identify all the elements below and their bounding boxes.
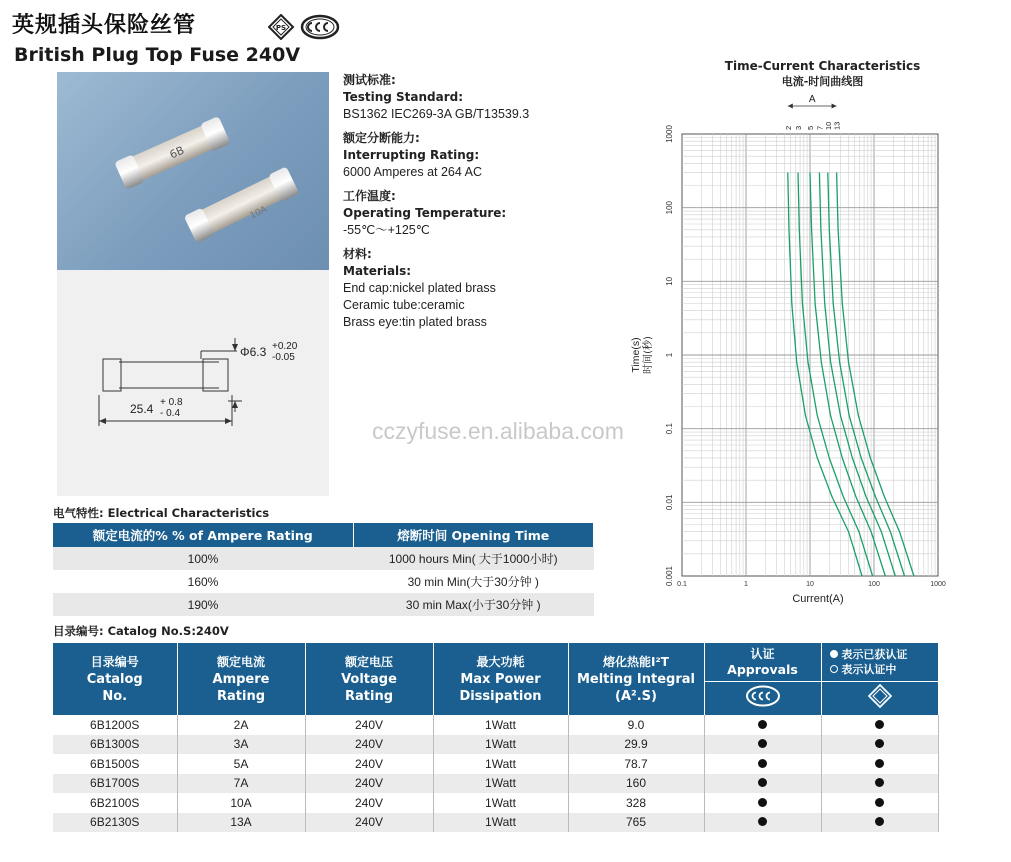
product-photo	[57, 72, 329, 270]
spec-materials	[343, 246, 496, 331]
cell-volt: 240V	[305, 715, 433, 735]
pse-mark-icon	[269, 15, 293, 39]
col-header-catalog: 目录编号 Catalog No.	[53, 643, 177, 715]
approved-dot-icon	[758, 798, 767, 807]
approved-dot-icon	[830, 650, 838, 658]
cell: 30 min Max(小于30分钟 )	[353, 593, 594, 616]
y-tick-label: 1	[665, 352, 674, 358]
x-tick-label: 1000	[930, 581, 946, 588]
table-row	[53, 547, 594, 570]
pse-approved-cell	[821, 715, 938, 735]
cell-no: 6B2130S	[53, 813, 177, 833]
electrical-table	[53, 523, 594, 616]
cell: 1000 hours Min( 大于1000小时)	[353, 547, 594, 570]
chart-subtitle: 电流-时间曲线图	[781, 75, 864, 88]
length-tol-plus: + 0.8	[160, 397, 183, 408]
catalog-title: 目录编号: Catalog No.S:240V	[53, 624, 229, 638]
x-tick-label: 0.1	[677, 581, 687, 588]
y-tick-label: 1000	[665, 125, 674, 143]
spec-cn-label: 测试标准:	[343, 73, 396, 87]
spec-en-label: Materials:	[343, 264, 412, 278]
y-tick-label: 0.001	[665, 565, 674, 587]
y-axis-label-cn: 时间(秒)	[643, 336, 654, 374]
approved-dot-icon	[758, 817, 767, 826]
length-label: 25.4	[130, 402, 154, 416]
col-header-ampere-pct: 额定电流的% % of Ampere Rating	[53, 523, 353, 547]
cell: 160%	[187, 574, 219, 589]
page-title-cn: 英规插头保险丝管	[12, 13, 197, 38]
spec-operating-temperature	[343, 188, 506, 239]
approved-dot-icon	[875, 739, 884, 748]
cell-i2t: 9.0	[568, 715, 704, 735]
cell-no: 6B1300S	[53, 735, 177, 755]
spec-en-label: Testing Standard:	[343, 90, 464, 104]
catalog-table	[53, 643, 939, 832]
x-tick-label: 10	[806, 581, 814, 588]
approved-dot-icon	[758, 739, 767, 748]
fuse-2	[184, 166, 302, 247]
table-row	[53, 593, 594, 616]
ccc-approved-cell	[704, 754, 821, 774]
approved-dot-icon	[758, 759, 767, 768]
approved-dot-icon	[875, 759, 884, 768]
cell-volt: 240V	[305, 754, 433, 774]
spec-value: Ceramic tube:ceramic	[343, 298, 465, 312]
table-row	[53, 570, 594, 593]
col-header-approvals: 认证 Approvals	[704, 643, 821, 681]
pse-approved-cell	[821, 735, 938, 755]
pse-approved-cell	[821, 813, 938, 833]
approved-dot-icon	[875, 798, 884, 807]
pse-approval-header	[821, 681, 938, 715]
cell-no: 6B2100S	[53, 793, 177, 813]
fuse-2-label: 10A	[248, 204, 269, 222]
cell-i2t: 160	[568, 774, 704, 794]
cell-power: 1Watt	[433, 754, 568, 774]
table-header-row	[53, 523, 594, 547]
approval-legend	[821, 643, 938, 681]
cell-i2t: 765	[568, 813, 704, 833]
cell-power: 1Watt	[433, 774, 568, 794]
col-header-opening-time: 熔断时间 Opening Time	[353, 523, 594, 547]
spec-en-label: Operating Temperature:	[343, 206, 507, 220]
curve-label: 5	[806, 125, 815, 130]
ccc-approved-cell	[704, 715, 821, 735]
cell-i2t: 328	[568, 793, 704, 813]
x-tick-label: 100	[868, 581, 880, 588]
fuse-1-label: 6B	[167, 143, 187, 162]
cell-amp: 10A	[177, 793, 305, 813]
spec-value: End cap:nickel plated brass	[343, 281, 496, 295]
fuse-1	[114, 116, 230, 190]
spec-value: 6000 Amperes at 264 AC	[343, 165, 482, 179]
cell-power: 1Watt	[433, 813, 568, 833]
cell-power: 1Watt	[433, 735, 568, 755]
cell-volt: 240V	[305, 774, 433, 794]
curve-label: 3	[794, 125, 804, 130]
x-tick-label: 1	[744, 581, 748, 588]
col-header-voltage: 额定电压 Voltage Rating	[305, 643, 433, 715]
diameter-tol-minus: -0.05	[272, 352, 295, 363]
dimension-diagram	[57, 270, 329, 496]
spec-value: Brass eye:tin plated brass	[343, 315, 487, 329]
cell-power: 1Watt	[433, 793, 568, 813]
cell: 190%	[53, 593, 353, 616]
y-tick-label: 0.1	[665, 423, 674, 435]
pse-approved-cell	[821, 774, 938, 794]
rating-axis-label: A	[808, 94, 816, 105]
table-row	[53, 715, 938, 735]
curve-label: 10	[823, 121, 833, 130]
time-current-chart	[630, 86, 950, 611]
curve-label: 7	[815, 125, 825, 130]
spec-cn-label: 材料:	[343, 247, 372, 261]
spec-value: -55℃～+125℃	[343, 223, 430, 237]
cell-volt: 240V	[305, 813, 433, 833]
chart-title: Time-Current Characteristics	[724, 59, 921, 73]
ccc-approved-cell	[704, 735, 821, 755]
length-tol-minus: - 0.4	[160, 408, 181, 419]
chart-grid	[682, 134, 938, 576]
svg-text:PS: PS	[275, 24, 287, 32]
cell-amp: 7A	[177, 774, 305, 794]
col-header-ampere: 额定电流 Ampere Rating	[177, 643, 305, 715]
cell: 100%	[53, 547, 353, 570]
diameter-tol-plus: +0.20	[272, 341, 298, 352]
pse-mark-icon	[868, 684, 892, 708]
cell-i2t: 29.9	[568, 735, 704, 755]
table-row	[53, 735, 938, 755]
certification-logos	[268, 14, 340, 44]
curve-label: 13	[832, 121, 842, 130]
col-header-power: 最大功耗 Max Power Dissipation	[433, 643, 568, 715]
ccc-mark-icon	[302, 16, 338, 38]
cell-power: 1Watt	[433, 715, 568, 735]
x-axis-label: Current(A)	[792, 593, 844, 605]
legend-approved: 表示已获认证	[841, 647, 908, 661]
pse-approved-cell	[821, 754, 938, 774]
legend-pending: 表示认证中	[841, 662, 897, 676]
spec-testing-standard	[343, 72, 529, 123]
watermark: cczyfuse.en.alibaba.com	[372, 418, 624, 444]
y-axis-label: Time(s)	[630, 337, 642, 373]
ccc-approved-cell	[704, 774, 821, 794]
cell-amp: 2A	[177, 715, 305, 735]
rating-arrow-right	[832, 104, 837, 109]
approved-dot-icon	[875, 720, 884, 729]
rating-arrow-left	[788, 104, 793, 109]
spec-interrupting-rating	[343, 130, 482, 181]
pse-approved-cell	[821, 793, 938, 813]
pending-dot-icon	[830, 665, 838, 673]
table-row	[53, 774, 938, 794]
spec-en-label: Interrupting Rating:	[343, 148, 480, 162]
cell-no: 6B1200S	[53, 715, 177, 735]
cell-amp: 13A	[177, 813, 305, 833]
y-tick-label: 10	[665, 276, 674, 286]
ccc-approved-cell	[704, 813, 821, 833]
spec-cn-label: 工作温度:	[343, 189, 396, 203]
approved-dot-icon	[758, 778, 767, 787]
col-header-melting: 熔化热能I²T Melting Integral (A².S)	[568, 643, 704, 715]
cell-volt: 240V	[305, 793, 433, 813]
ccc-approved-cell	[704, 793, 821, 813]
spec-value: BS1362 IEC269-3A GB/T13539.3	[343, 107, 530, 121]
cell-i2t: 78.7	[568, 754, 704, 774]
cell-volt: 240V	[305, 735, 433, 755]
table-row	[53, 793, 938, 813]
page-title-en: British Plug Top Fuse 240V	[14, 44, 301, 66]
cell-no: 6B1700S	[53, 774, 177, 794]
y-tick-label: 0.01	[665, 494, 674, 511]
approved-dot-icon	[875, 817, 884, 826]
curve-label: 2	[783, 125, 793, 130]
ccc-approval-header	[704, 681, 821, 715]
approved-dot-icon	[875, 778, 884, 787]
table-header-row	[53, 643, 938, 681]
cell: 30 min Min(大于30分钟 )	[407, 575, 539, 589]
y-tick-label: 100	[665, 200, 674, 215]
cell-amp: 5A	[177, 754, 305, 774]
cell-no: 6B1500S	[53, 754, 177, 774]
approved-dot-icon	[758, 720, 767, 729]
table-row	[53, 813, 938, 833]
cell-amp: 3A	[177, 735, 305, 755]
diameter-label: Φ6.3	[240, 345, 267, 359]
spec-cn-label: 额定分断能力:	[343, 131, 420, 145]
ccc-mark-icon	[745, 685, 781, 707]
table-row	[53, 754, 938, 774]
electrical-title: 电气特性: Electrical Characteristics	[53, 506, 270, 520]
